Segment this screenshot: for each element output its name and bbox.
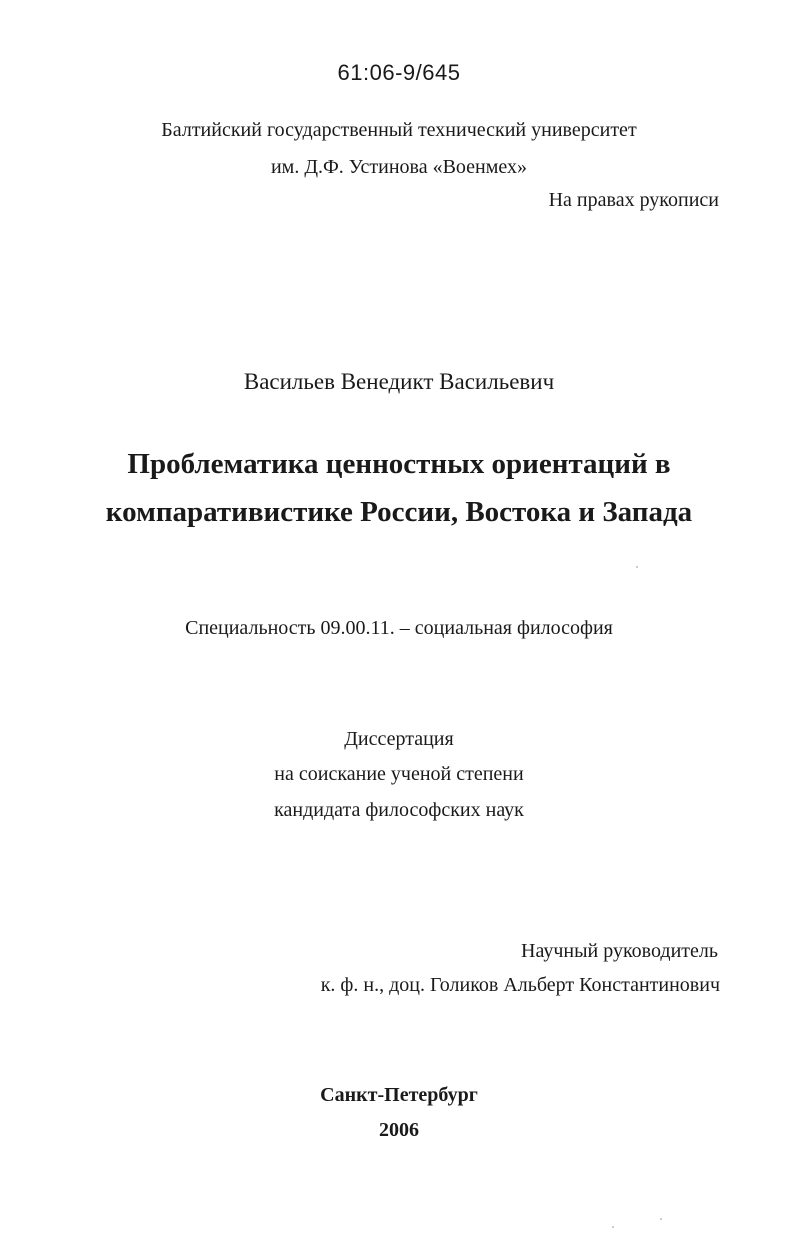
scan-speck (636, 566, 638, 568)
dissertation-line-2: на соискание ученой степени (274, 763, 524, 785)
catalog-number: 61:06-9/645 (337, 60, 461, 85)
city: Санкт-Петербург (320, 1084, 478, 1106)
dissertation-line-1: Диссертация (344, 728, 454, 750)
supervisor-name: к. ф. н., доц. Голиков Альберт Константинович (320, 974, 720, 996)
dissertation-line-3: кандидата философских наук (274, 799, 524, 821)
supervisor-label: Научный руководитель (521, 940, 718, 962)
specialty: Специальность 09.00.11. – социальная философия (185, 617, 613, 639)
rights-note: На правах рукописи (548, 189, 719, 211)
scan-speck (612, 1226, 614, 1228)
year: 2006 (379, 1119, 419, 1141)
institution-line-1: Балтийский государственный технический университет (161, 119, 637, 141)
institution-line-2: им. Д.Ф. Устинова «Военмех» (270, 156, 528, 178)
title-line-2: компаративистике России, Востока и Запада (105, 496, 693, 528)
author-name: Васильев Венедикт Васильевич (243, 369, 555, 394)
scan-speck (660, 1218, 662, 1220)
title-line-1: Проблематика ценностных ориентаций в (127, 448, 671, 480)
